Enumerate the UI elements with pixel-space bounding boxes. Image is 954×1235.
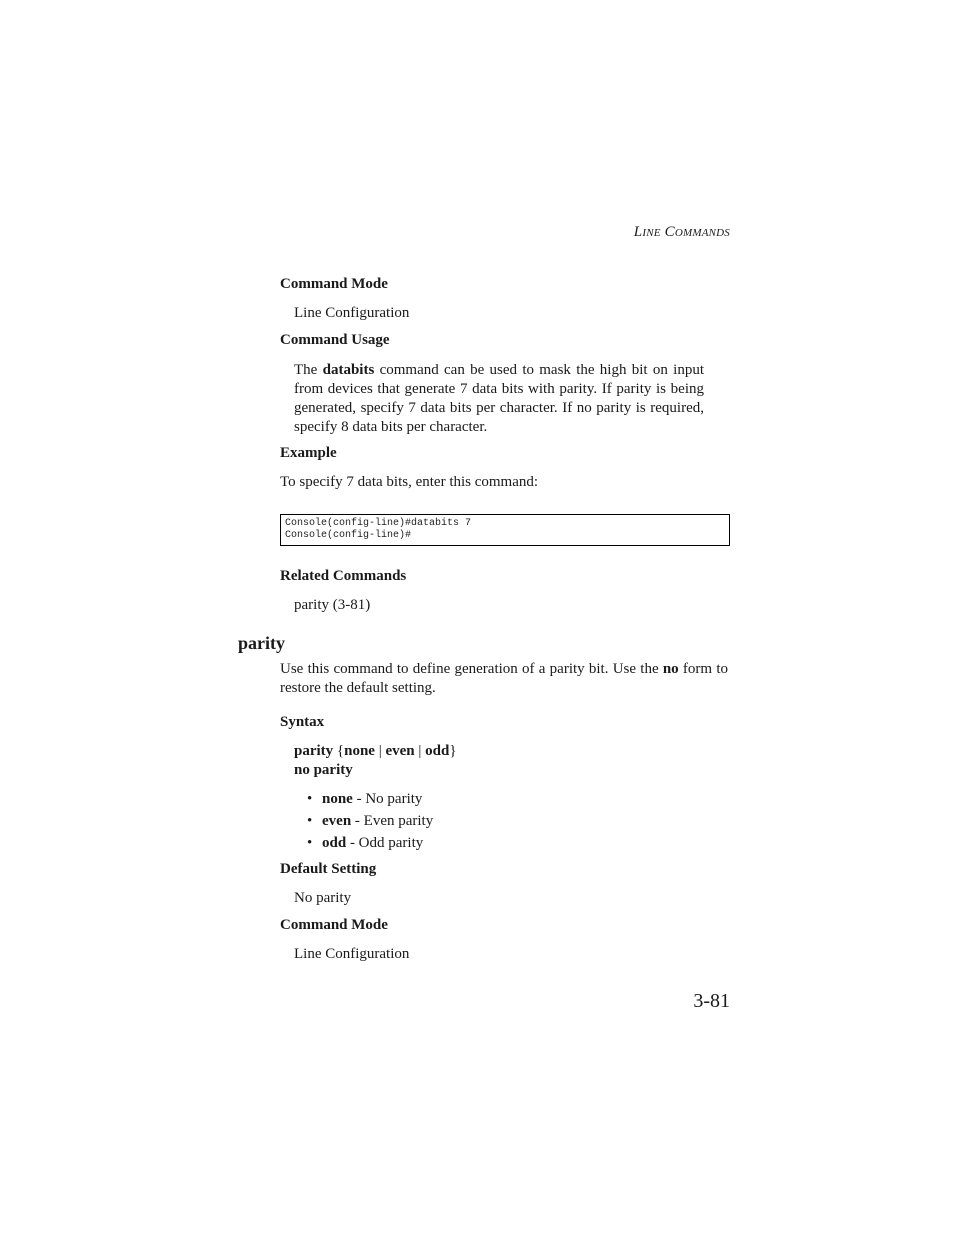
databits-keyword: databits <box>322 362 375 378</box>
page-number: 3-81 <box>693 990 730 1012</box>
code-example <box>280 514 730 546</box>
running-head: LINE COMMANDS <box>633 224 730 240</box>
option-list <box>307 788 433 854</box>
related-commands-link[interactable]: parity (3-81) <box>294 597 371 613</box>
no-keyword: no <box>662 661 679 677</box>
parity-description: Use this command to define generation of a parity bit. Use the no form to restore the default setting. <box>280 661 728 696</box>
command-usage-text: The databits command can be used to mask the high bit on input from devices that generate 7 data bits with parity. If parity is being generated, specify 7 data bits per character. If no parity is required, specify 8 data bits per character. <box>294 362 704 435</box>
default-setting-value: No parity <box>294 890 352 906</box>
code-line: Console(config-line)#databits 7 <box>285 518 472 529</box>
syntax-line2: no parity <box>294 762 353 778</box>
command-mode-heading: Command Mode <box>280 276 388 292</box>
syntax-heading: Syntax <box>280 714 325 730</box>
related-commands-heading: Related Commands <box>280 568 407 584</box>
command-mode-value: Line Configuration <box>294 305 410 321</box>
example-intro: To specify 7 data bits, enter this command: <box>280 474 539 490</box>
default-setting-heading: Default Setting <box>280 861 377 877</box>
parity-command-mode-heading: Command Mode <box>280 917 388 933</box>
syntax-line1: parity {none | even | odd} <box>294 743 457 759</box>
parity-command-mode-value: Line Configuration <box>294 946 410 962</box>
command-usage-heading: Command Usage <box>280 332 390 348</box>
code-line: Console(config-line)# <box>285 530 412 541</box>
list-item: • even - Even parity <box>307 810 433 832</box>
list-item: • none - No parity <box>307 788 433 810</box>
parity-title: parity <box>238 633 285 653</box>
list-item: • odd - Odd parity <box>307 832 433 854</box>
example-heading: Example <box>280 445 337 461</box>
